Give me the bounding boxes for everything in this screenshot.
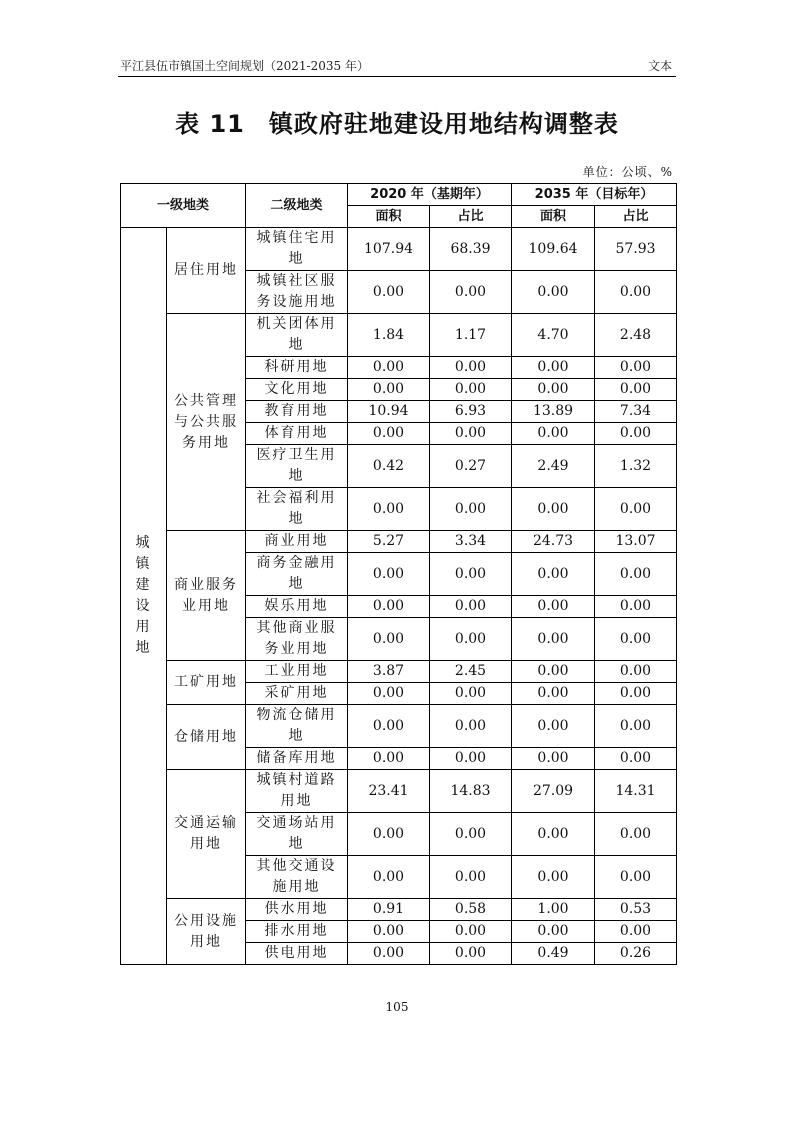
area-2035-cell: 0.00 (512, 683, 595, 705)
area-2020-cell: 0.00 (348, 596, 430, 618)
area-2035-cell: 0.00 (512, 553, 595, 596)
area-2020-cell: 0.00 (348, 553, 430, 596)
area-2035-cell: 0.00 (512, 423, 595, 445)
area-2020-cell: 0.00 (348, 423, 430, 445)
area-2035-cell: 1.00 (512, 899, 595, 921)
area-2035-cell: 0.00 (512, 596, 595, 618)
area-2020-cell: 0.00 (348, 813, 430, 856)
subcategory-name-cell: 供电用地 (246, 943, 348, 965)
ratio-2035-cell: 57.93 (595, 228, 677, 271)
area-2020-cell: 23.41 (348, 770, 430, 813)
level2-group-cell: 仓储用地 (167, 705, 246, 770)
subcategory-name-cell: 机关团体用地 (246, 314, 348, 357)
subcategory-name-cell: 其他交通设施用地 (246, 856, 348, 899)
ratio-2035-cell: 1.32 (595, 445, 677, 488)
subcategory-name-cell: 科研用地 (246, 357, 348, 379)
ratio-2035-cell: 2.48 (595, 314, 677, 357)
subcategory-name-cell: 储备库用地 (246, 748, 348, 770)
unit-note: 单位：公顷、% (582, 165, 673, 179)
table-number: 表 11 (175, 110, 245, 138)
ratio-2020-cell: 0.00 (430, 596, 512, 618)
ratio-2020-cell: 68.39 (430, 228, 512, 271)
header-level2: 二级地类 (246, 184, 348, 228)
table-title (0, 104, 794, 139)
area-2035-cell: 0.00 (512, 661, 595, 683)
ratio-2035-cell: 0.00 (595, 705, 677, 748)
header-area-2020: 面积 (348, 206, 430, 228)
ratio-2035-cell: 0.00 (595, 488, 677, 531)
ratio-2020-cell: 0.00 (430, 921, 512, 943)
header-ratio-2020: 占比 (430, 206, 512, 228)
ratio-2035-cell: 0.00 (595, 661, 677, 683)
subcategory-name-cell: 采矿用地 (246, 683, 348, 705)
area-2020-cell: 0.00 (348, 618, 430, 661)
area-2020-cell: 0.00 (348, 357, 430, 379)
subcategory-name-cell: 其他商业服务业用地 (246, 618, 348, 661)
subcategory-name-cell: 工业用地 (246, 661, 348, 683)
ratio-2020-cell: 14.83 (430, 770, 512, 813)
header-year-target: 2035 年（目标年） (512, 184, 677, 206)
area-2035-cell: 0.00 (512, 921, 595, 943)
area-2035-cell: 13.89 (512, 401, 595, 423)
subcategory-name-cell: 供水用地 (246, 899, 348, 921)
ratio-2035-cell: 0.00 (595, 271, 677, 314)
area-2020-cell: 0.00 (348, 856, 430, 899)
area-2020-cell: 0.91 (348, 899, 430, 921)
ratio-2035-cell: 7.34 (595, 401, 677, 423)
area-2035-cell: 0.00 (512, 705, 595, 748)
subcategory-name-cell: 娱乐用地 (246, 596, 348, 618)
subcategory-name-cell: 交通场站用地 (246, 813, 348, 856)
ratio-2020-cell: 2.45 (430, 661, 512, 683)
area-2035-cell: 0.00 (512, 618, 595, 661)
ratio-2035-cell: 0.00 (595, 683, 677, 705)
area-2035-cell: 4.70 (512, 314, 595, 357)
area-2020-cell: 5.27 (348, 531, 430, 553)
area-2020-cell: 0.00 (348, 379, 430, 401)
area-2035-cell: 0.00 (512, 748, 595, 770)
ratio-2020-cell: 0.00 (430, 271, 512, 314)
area-2020-cell: 0.00 (348, 921, 430, 943)
ratio-2020-cell: 0.00 (430, 813, 512, 856)
land-use-table (120, 183, 677, 965)
ratio-2020-cell: 0.00 (430, 423, 512, 445)
area-2035-cell: 0.00 (512, 379, 595, 401)
area-2035-cell: 2.49 (512, 445, 595, 488)
ratio-2035-cell: 0.00 (595, 921, 677, 943)
header-rule (118, 76, 676, 77)
ratio-2020-cell: 0.00 (430, 379, 512, 401)
ratio-2020-cell: 6.93 (430, 401, 512, 423)
subcategory-name-cell: 城镇住宅用地 (246, 228, 348, 271)
ratio-2035-cell: 0.00 (595, 856, 677, 899)
table-body (121, 228, 677, 965)
table-row (121, 228, 677, 271)
area-2020-cell: 0.00 (348, 705, 430, 748)
subcategory-name-cell: 商务金融用地 (246, 553, 348, 596)
area-2020-cell: 3.87 (348, 661, 430, 683)
ratio-2020-cell: 0.00 (430, 705, 512, 748)
ratio-2035-cell: 13.07 (595, 531, 677, 553)
ratio-2020-cell: 0.00 (430, 357, 512, 379)
subcategory-name-cell: 城镇社区服务设施用地 (246, 271, 348, 314)
area-2035-cell: 0.00 (512, 813, 595, 856)
ratio-2020-cell: 0.00 (430, 553, 512, 596)
area-2035-cell: 0.00 (512, 357, 595, 379)
ratio-2020-cell: 0.27 (430, 445, 512, 488)
ratio-2020-cell: 0.00 (430, 618, 512, 661)
table-row (121, 661, 677, 683)
area-2020-cell: 107.94 (348, 228, 430, 271)
ratio-2020-cell: 0.00 (430, 943, 512, 965)
subcategory-name-cell: 物流仓储用地 (246, 705, 348, 748)
ratio-2020-cell: 0.00 (430, 856, 512, 899)
ratio-2020-cell: 0.58 (430, 899, 512, 921)
subcategory-name-cell: 教育用地 (246, 401, 348, 423)
level2-group-cell: 居住用地 (167, 228, 246, 314)
subcategory-name-cell: 文化用地 (246, 379, 348, 401)
area-2035-cell: 0.00 (512, 488, 595, 531)
subcategory-name-cell: 城镇村道路用地 (246, 770, 348, 813)
running-header-section: 文本 (647, 59, 672, 73)
table-row (121, 314, 677, 357)
ratio-2035-cell: 14.31 (595, 770, 677, 813)
ratio-2020-cell: 0.00 (430, 488, 512, 531)
subcategory-name-cell: 体育用地 (246, 423, 348, 445)
ratio-2035-cell: 0.00 (595, 618, 677, 661)
header-level1: 一级地类 (121, 184, 246, 228)
level2-group-cell: 公用设施用地 (167, 899, 246, 965)
area-2020-cell: 10.94 (348, 401, 430, 423)
header-year-base: 2020 年（基期年） (348, 184, 512, 206)
ratio-2035-cell: 0.00 (595, 748, 677, 770)
area-2035-cell: 27.09 (512, 770, 595, 813)
level2-group-cell: 商业服务业用地 (167, 531, 246, 661)
ratio-2020-cell: 3.34 (430, 531, 512, 553)
subcategory-name-cell: 排水用地 (246, 921, 348, 943)
ratio-2020-cell: 1.17 (430, 314, 512, 357)
area-2020-cell: 0.42 (348, 445, 430, 488)
ratio-2035-cell: 0.00 (595, 357, 677, 379)
level1-category-cell: 城镇建设用地 (121, 228, 167, 965)
table-row (121, 531, 677, 553)
area-2020-cell: 0.00 (348, 748, 430, 770)
table-title-text: 镇政府驻地建设用地结构调整表 (268, 110, 619, 138)
ratio-2035-cell: 0.00 (595, 813, 677, 856)
subcategory-name-cell: 商业用地 (246, 531, 348, 553)
level2-group-cell: 公共管理与公共服务用地 (167, 314, 246, 531)
page-number: 105 (385, 1000, 409, 1014)
area-2035-cell: 0.49 (512, 943, 595, 965)
ratio-2035-cell: 0.00 (595, 596, 677, 618)
area-2035-cell: 0.00 (512, 271, 595, 314)
area-2020-cell: 0.00 (348, 683, 430, 705)
table-row (121, 705, 677, 748)
area-2035-cell: 109.64 (512, 228, 595, 271)
area-2035-cell: 0.00 (512, 856, 595, 899)
level2-group-cell: 交通运输用地 (167, 770, 246, 899)
table-row (121, 770, 677, 813)
subcategory-name-cell: 社会福利用地 (246, 488, 348, 531)
area-2035-cell: 24.73 (512, 531, 595, 553)
level2-group-cell: 工矿用地 (167, 661, 246, 705)
ratio-2035-cell: 0.00 (595, 379, 677, 401)
ratio-2020-cell: 0.00 (430, 683, 512, 705)
running-header-title: 平江县伍市镇国土空间规划（2021-2035 年） (120, 59, 369, 73)
table-row (121, 899, 677, 921)
area-2020-cell: 0.00 (348, 943, 430, 965)
ratio-2035-cell: 0.26 (595, 943, 677, 965)
ratio-2035-cell: 0.00 (595, 423, 677, 445)
ratio-2035-cell: 0.53 (595, 899, 677, 921)
area-2020-cell: 1.84 (348, 314, 430, 357)
header-area-2035: 面积 (512, 206, 595, 228)
ratio-2020-cell: 0.00 (430, 748, 512, 770)
area-2020-cell: 0.00 (348, 488, 430, 531)
header-ratio-2035: 占比 (595, 206, 677, 228)
subcategory-name-cell: 医疗卫生用地 (246, 445, 348, 488)
ratio-2035-cell: 0.00 (595, 553, 677, 596)
area-2020-cell: 0.00 (348, 271, 430, 314)
